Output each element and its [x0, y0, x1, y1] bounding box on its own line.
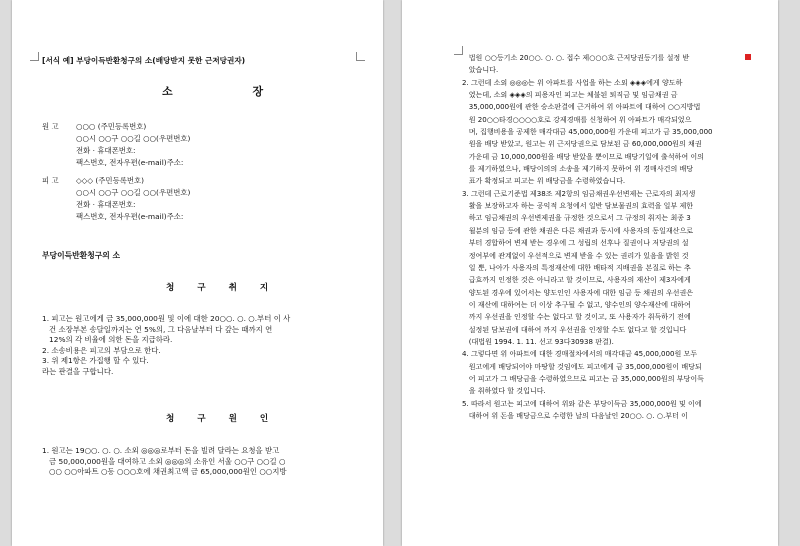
claim-purpose-line: 2. 소송비용은 피고의 부담으로 한다. — [42, 345, 161, 355]
claim-cause-line: 1. 원고는 19○○. ○. ○. 소외 ◎◎◎로부터 돈을 빌려 달라는 요청을 받고 — [42, 446, 280, 455]
edit-marker-icon — [745, 54, 751, 60]
claim-purpose-line: 12%의 각 비율에 의한 돈을 지급하라. — [42, 335, 173, 345]
body-line: (대법원 1994. 1. 11. 선고 93다30938 판결). — [462, 336, 614, 346]
body-line: 았습니다. — [462, 65, 499, 75]
body-line: 원을 배당 받았고, 원고는 위 근저당권으로 담보된 금 60,000,000원의 채권 — [462, 139, 702, 149]
body-line: 원고에게 배당되어야 마땅할 것임에도 피고에게 금 35,000,000원이 배당되 — [462, 361, 702, 371]
body-line: 였는데, 소외 ◈◈◈의 피용자인 피고는 체불된 퇴직금 및 임금채권 금 — [462, 90, 678, 100]
defendant-label: 피 고 — [42, 176, 59, 185]
body-line: 5. 따라서 원고는 피고에 대하여 위와 같은 부당이득금 35,000,000원 및 이에 — [462, 398, 702, 408]
plaintiff-line: ○○○ (주민등록번호) — [76, 122, 147, 131]
claim-purpose-line: 1. 피고는 원고에게 금 35,000,000원 및 이에 대한 20○○. ○. ○.부터 이 사 — [42, 314, 291, 323]
body-line: 설정된 담보권에 대하여 까지 우선권을 인정할 수도 없다고 할 것입니다 — [462, 324, 687, 334]
body-line: 급효까지 인정한 것은 아니라고 할 것이므로, 사용자의 재산이 제3자에게 — [462, 275, 691, 285]
body-line: 2. 그런데 소외 ◎◎◎는 위 아파트를 사업을 하는 소외 ◈◈◈에게 양도하 — [462, 77, 683, 87]
plaintiff-line: 전화 · 휴대폰번호: — [76, 146, 136, 155]
defendant-line: 전화 · 휴대폰번호: — [76, 200, 136, 209]
claim-cause-continued — [462, 52, 713, 422]
body-line: 일 뿐, 나아가 사용자의 특정재산에 대한 배타적 지배권을 본질로 하는 추 — [462, 262, 691, 272]
claim-purpose-line: 3. 위 제1항은 가집행 할 수 있다. — [42, 356, 149, 366]
plaintiff-line: 팩스번호, 전자우편(e-mail)주소: — [76, 158, 184, 167]
body-line: 정여부에 관계없이 우선적으로 변제 받을 수 있는 권리가 있음을 밝힌 것 — [462, 250, 689, 260]
claim-cause-line: ○○ ○○아파트 ○동 ○○○호에 채권최고액 금 65,000,000원인 ○○지방 — [42, 467, 287, 477]
defendant-line: ○○시 ○○구 ○○길 ○○(우편번호) — [76, 188, 191, 197]
body-line: 양도된 경우에 있어서는 양도인인 사용자에 대한 임금 등 채권의 우선권은 — [462, 287, 694, 297]
form-title: [서식 예] 부당이득반환청구의 소(배당받지 못한 근저당권자) — [42, 56, 246, 65]
body-line: 을 취하였다 할 것입니다. — [462, 386, 546, 396]
body-line: 까지 우선권을 인정할 수는 없다고 할 것이고, 또 사용자가 취득하기 전에 — [462, 312, 691, 322]
body-line: 이 재산에 대하여는 더 이상 추구될 수 없고, 양수인의 양수재산에 대하여 — [462, 299, 691, 309]
crop-mark-top-left — [30, 52, 39, 61]
body-line: 하고 임금채권의 우선변제권을 규정한 것으로서 그 규정의 취지는 최종 3 — [462, 213, 691, 223]
document-page-right — [402, 0, 778, 546]
claim-purpose-line: 건 소장부본 송달일까지는 연 5%의, 그 다음날부터 다 갚는 때까지 연 — [42, 324, 273, 334]
crop-mark-top-right — [356, 52, 365, 61]
body-line: 법원 ○○등기소 20○○. ○. ○. 접수 제○○○호 근저당권등기를 설정 받 — [462, 53, 690, 62]
claim-cause-heading: 청 구 원 인 — [166, 414, 279, 424]
defendant-line: 팩스번호, 전자우편(e-mail)주소: — [76, 212, 184, 221]
body-line: 가운데 금 10,000,000원을 배당 받았을 뿐이므로 배당기일에 출석하여 이의 — [462, 151, 704, 161]
claim-cause-line: 금 50,000,000원을 대여하고 소외 ◎◎◎의 소유인 서울 ○○구 ○○길 ○ — [42, 456, 286, 466]
plaintiff-line: ○○시 ○○구 ○○길 ○○(우편번호) — [76, 134, 191, 143]
body-line: 대하여 위 돈을 배당금으로 수령한 날의 다음날인 20○○. ○. ○.부터 이 — [462, 410, 688, 420]
body-line: 4. 그렇다면 위 아파트에 대한 경매절차에서의 매각대금 45,000,000원 모두 — [462, 349, 698, 359]
defendant-line: ◇◇◇ (주민등록번호) — [76, 176, 145, 185]
plaintiff-label: 원 고 — [42, 122, 59, 131]
body-line: 어 피고가 그 배당금을 수령하였으므로 피고는 금 35,000,000원의 부당이득 — [462, 373, 704, 383]
body-line: 활을 보장하고자 하는 공익적 요청에서 일반 담보물권의 효력을 일부 제한 — [462, 201, 694, 211]
body-line: 부터 경합하여 변제 받는 경우에 그 성립의 선후나 질권이나 저당권의 설 — [462, 238, 689, 248]
case-name: 부당이득반환청구의 소 — [42, 251, 121, 260]
plaintiff-block — [42, 122, 362, 168]
body-line: 월분의 임금 등에 관한 채권은 다른 채권과 동시에 사용자의 동일재산으로 — [462, 225, 694, 235]
body-line: 며, 집행비용을 공제한 매각대금 45,000,000원 가운데 피고가 금 35,000,000 — [462, 127, 713, 137]
body-line: 3. 그런데 근로기준법 제38조 제2항의 임금채권우선변제는 근로자의 최저생 — [462, 188, 696, 198]
claim-cause-body — [42, 446, 287, 478]
doc-title: 소 장 — [162, 85, 302, 98]
body-line: 표가 확정되고 피고는 위 배당금을 수령하였습니다. — [462, 176, 626, 186]
body-line: 35,000,000원에 관한 승소판결에 근거하여 위 아파트에 대하여 ○○지방법 — [462, 102, 701, 112]
claim-purpose-heading: 청 구 취 지 — [166, 283, 279, 293]
defendant-block — [42, 176, 362, 222]
claim-purpose-line: 라는 판결을 구합니다. — [42, 366, 114, 376]
body-line: 원 20○○타경○○○○호로 강제경매를 신청하여 위 아파트가 매각되었으 — [462, 114, 692, 124]
claim-purpose-body — [42, 314, 290, 378]
document-page-left — [12, 0, 383, 546]
body-line: 를 제기하였으나, 배당이의의 소송을 제기하지 못하여 위 경매사건의 배당 — [462, 164, 694, 174]
